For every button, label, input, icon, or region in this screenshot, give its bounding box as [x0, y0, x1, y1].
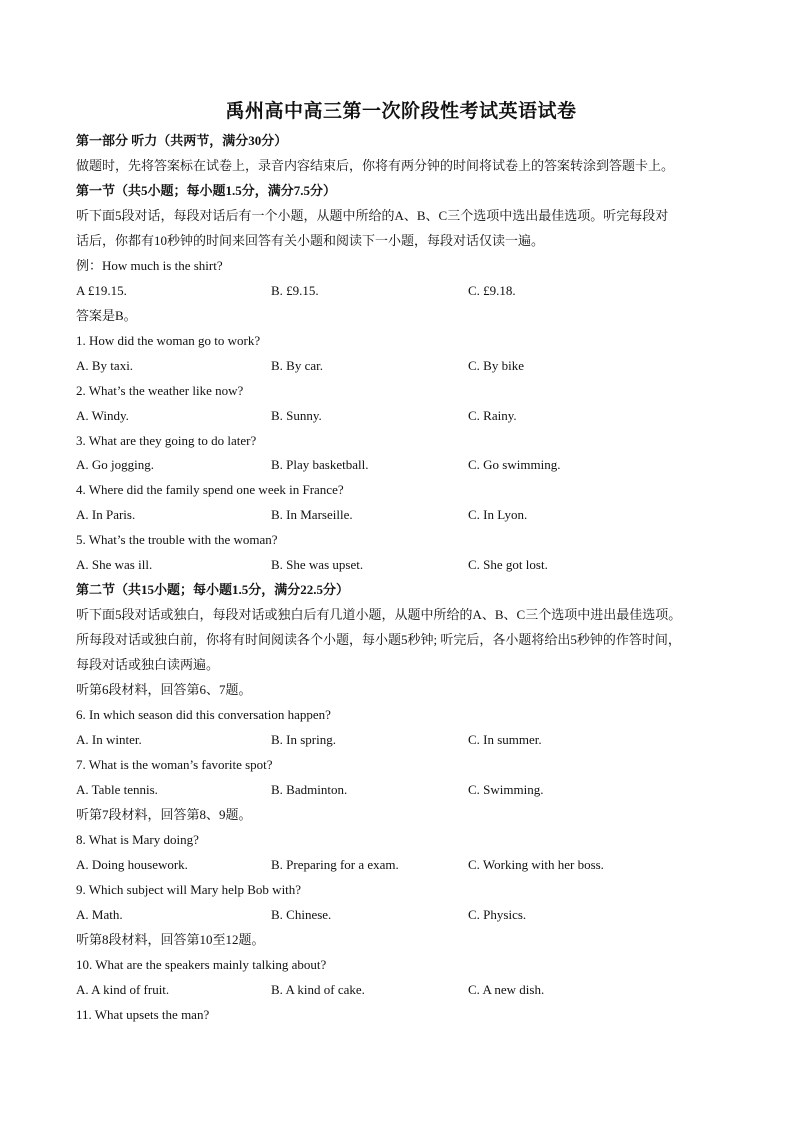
q4-option-c: C. In Lyon.: [468, 507, 528, 522]
q5-option-a: A. She was ill.: [76, 557, 153, 572]
example-question: 例：How much is the shirt?: [76, 258, 223, 273]
section1-instruction-2: 话后，你都有10秒钟的时间来回答有关小题和阅读下一小题，每段对话仅读一遍。: [76, 233, 545, 248]
question-9: 9. Which subject will Mary help Bob with?: [76, 882, 302, 897]
material-8-note: 听第8段材料，回答第10至12题。: [76, 932, 265, 947]
q5-option-b: B. She was upset.: [271, 557, 364, 572]
section2-instruction-2: 所每段对话或独白前，你将有时间阅读各个小题，每小题5秒钟; 听完后，各小题将给出5秒钟的作答时间，: [76, 632, 681, 647]
q6-option-c: C. In summer.: [468, 732, 542, 747]
material-6-note: 听第6段材料，回答第6、7题。: [76, 682, 252, 697]
q9-option-b: B. Chinese.: [271, 907, 332, 922]
section2-heading: 第二节（共15小题；每小题1.5分，满分22.5分）: [76, 582, 350, 597]
example-answer: 答案是B。: [76, 308, 137, 323]
question-5: 5. What’s the trouble with the woman?: [76, 532, 278, 547]
q10-option-a: A. A kind of fruit.: [76, 982, 170, 997]
q7-option-a: A. Table tennis.: [76, 782, 158, 797]
q4-option-a: A. In Paris.: [76, 507, 136, 522]
q7-option-c: C. Swimming.: [468, 782, 544, 797]
q1-option-c: C. By bike: [468, 358, 524, 373]
q2-option-c: C. Rainy.: [468, 408, 517, 423]
q1-option-a: A. By taxi.: [76, 358, 134, 373]
question-4: 4. Where did the family spend one week in France?: [76, 482, 344, 497]
question-7: 7. What is the woman’s favorite spot?: [76, 757, 273, 772]
example-option-c: C. £9.18.: [468, 283, 516, 298]
question-3: 3. What are they going to do later?: [76, 433, 257, 448]
section1-instruction-1: 听下面5段对话，每段对话后有一个小题，从题中所给的A、B、C三个选项中选出最佳选项。听完每段对: [76, 208, 669, 223]
q3-option-c: C. Go swimming.: [468, 457, 561, 472]
part1-instruction: 做题时，先将答案标在试卷上，录音内容结束后，你将有两分钟的时间将试卷上的答案转涂到答题卡上。: [76, 158, 675, 173]
example-option-b: B. £9.15.: [271, 283, 319, 298]
q8-option-c: C. Working with her boss.: [468, 857, 604, 872]
q2-option-a: A. Windy.: [76, 408, 129, 423]
question-2: 2. What’s the weather like now?: [76, 383, 244, 398]
q3-option-b: B. Play basketball.: [271, 457, 369, 472]
q8-option-b: B. Preparing for a exam.: [271, 857, 399, 872]
q9-option-c: C. Physics.: [468, 907, 527, 922]
question-11: 11. What upsets the man?: [76, 1007, 210, 1022]
question-10: 10. What are the speakers mainly talking about?: [76, 957, 327, 972]
section2-instruction-1: 听下面5段对话或独白，每段对话或独白后有几道小题，从题中所给的A、B、C三个选项中进出最佳选项。: [76, 607, 682, 622]
q8-option-a: A. Doing housework.: [76, 857, 188, 872]
question-6: 6. In which season did this conversation happen?: [76, 707, 331, 722]
section1-heading: 第一节（共5小题；每小题1.5分，满分7.5分）: [76, 183, 337, 198]
exam-title: 禹州高中高三第一次阶段性考试英语试卷: [225, 101, 577, 122]
q5-option-c: C. She got lost.: [468, 557, 548, 572]
question-1: 1. How did the woman go to work?: [76, 333, 261, 348]
section2-instruction-3: 每段对话或独白读两遍。: [76, 657, 220, 672]
q10-option-c: C. A new dish.: [468, 982, 545, 997]
q4-option-b: B. In Marseille.: [271, 507, 353, 522]
q9-option-a: A. Math.: [76, 907, 123, 922]
q3-option-a: A. Go jogging.: [76, 457, 154, 472]
q6-option-b: B. In spring.: [271, 732, 336, 747]
example-option-a: A £19.15.: [76, 283, 127, 298]
q6-option-a: A. In winter.: [76, 732, 142, 747]
q1-option-b: B. By car.: [271, 358, 323, 373]
q2-option-b: B. Sunny.: [271, 408, 322, 423]
q10-option-b: B. A kind of cake.: [271, 982, 365, 997]
question-8: 8. What is Mary doing?: [76, 832, 199, 847]
q7-option-b: B. Badminton.: [271, 782, 348, 797]
material-7-note: 听第7段材料，回答第8、9题。: [76, 807, 252, 822]
part1-heading: 第一部分 听力（共两节，满分30分）: [76, 133, 288, 148]
